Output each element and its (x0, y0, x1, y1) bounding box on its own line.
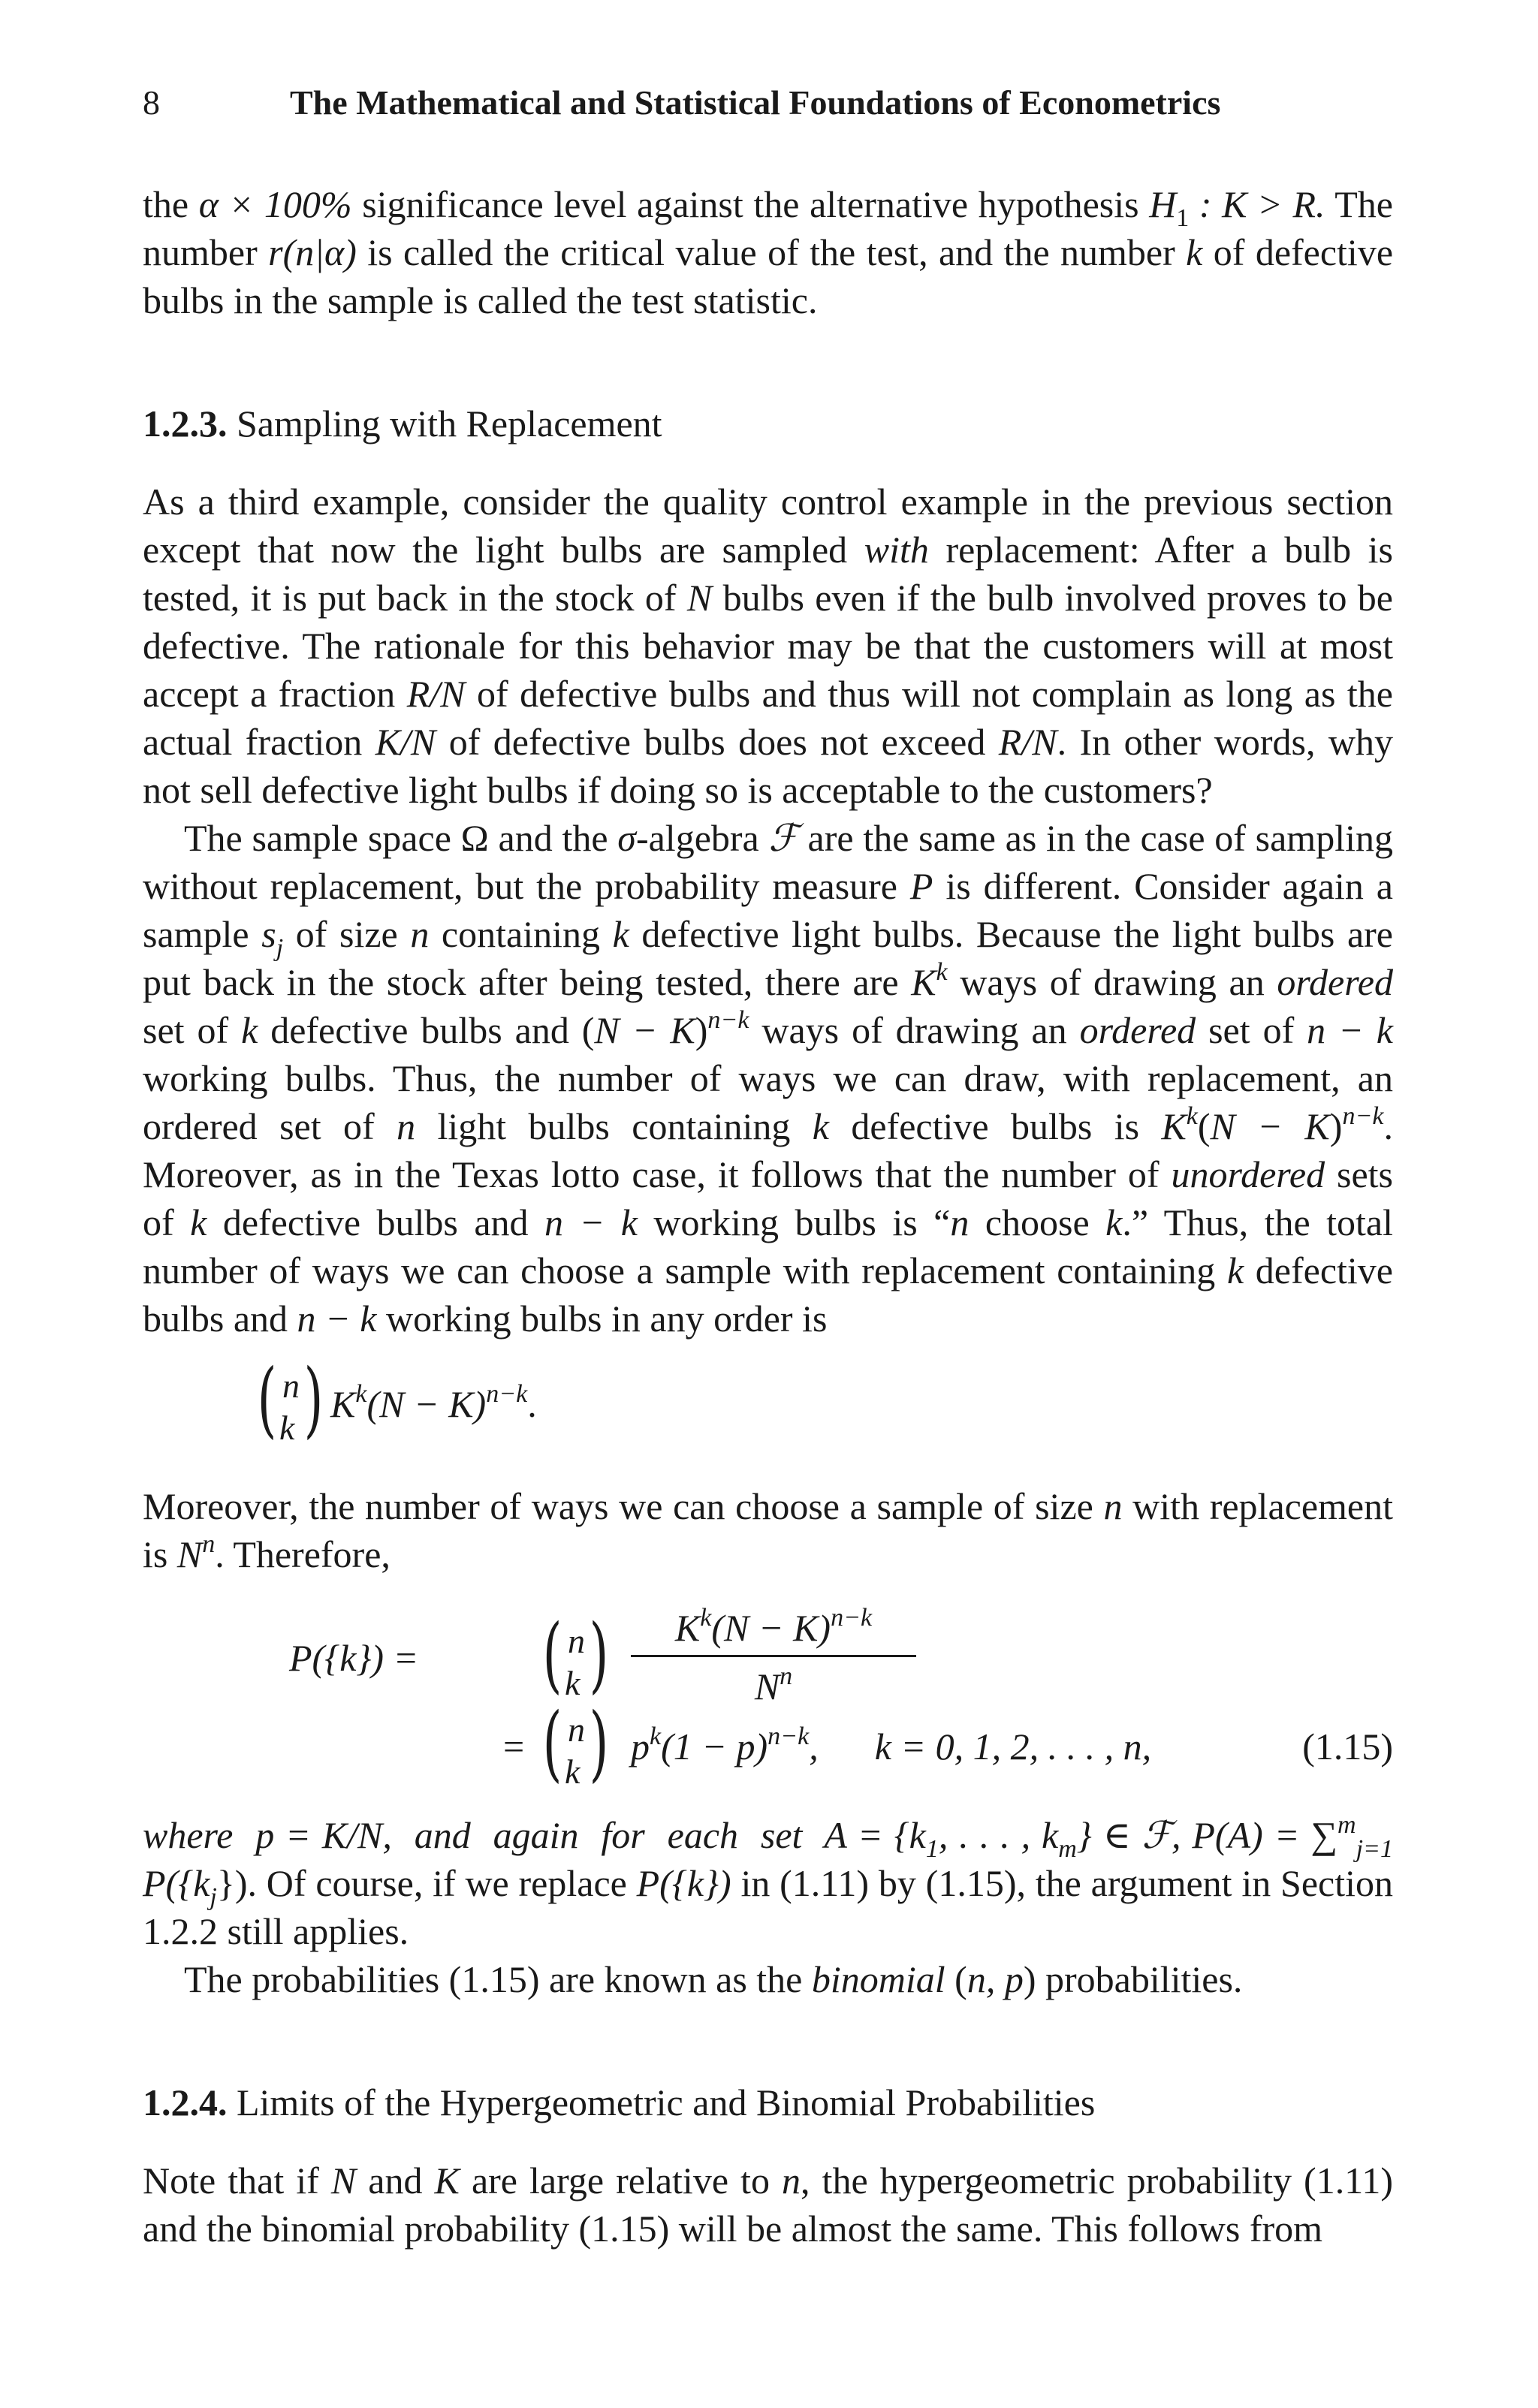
math: } ∈ ℱ, P(A) = (1076, 1814, 1300, 1856)
text: ( (945, 1958, 967, 2000)
math-sup: n−k (1342, 1102, 1384, 1130)
math: σ (617, 817, 636, 859)
text: The number (143, 183, 1393, 273)
text: defective light bulbs. Because the light bulbs are put back in the stock after being tested, there are (143, 913, 1393, 1003)
fraction-denominator (623, 1662, 924, 1710)
text: defective bulbs and (143, 1249, 1393, 1340)
text: defective bulbs and (207, 1201, 544, 1243)
binomial-coefficient (255, 1351, 324, 1452)
math: N (330, 2159, 357, 2202)
binom-top: n (568, 1710, 585, 1749)
text: are large relative to (459, 2159, 782, 2202)
math: n, p (967, 1958, 1024, 2000)
math: r(n|α) (268, 231, 357, 273)
equation-lhs: P({k}) = (289, 1637, 419, 1679)
paragraph (143, 1955, 1393, 2003)
text: with replacement is (143, 1485, 1393, 1575)
fraction-numerator (623, 1604, 924, 1652)
math-sub: 1 (925, 1835, 939, 1863)
equals-sign: = (503, 1725, 525, 1768)
math: P (909, 865, 933, 907)
text: Note that if (143, 2159, 331, 2202)
section-title: Sampling with Replacement (237, 402, 662, 445)
math: K (330, 1383, 356, 1425)
math: P({k (143, 1862, 210, 1904)
binomial-coefficient (541, 1695, 609, 1796)
math: (N − K) (711, 1607, 831, 1649)
text: light bulbs containing (415, 1105, 813, 1147)
emph: unordered (1171, 1153, 1325, 1195)
math: K/N (375, 721, 436, 763)
math-sup: n−k (767, 1722, 810, 1750)
math-sup: n−k (707, 1006, 749, 1034)
text: containing (429, 913, 613, 955)
text: . (527, 1383, 537, 1425)
paren-left: ( (257, 1351, 277, 1447)
binom-bottom: k (565, 1753, 581, 1791)
text: The sample space Ω and the (184, 817, 618, 859)
text: .” Thus, the total number of ways we can choose a sample with replacement containing (143, 1201, 1394, 1291)
text: ways of drawing an (947, 961, 1277, 1003)
math-sup: n−k (486, 1380, 528, 1408)
math-sup: n (202, 1530, 216, 1558)
binom-bottom: k (565, 1664, 581, 1702)
equation-number: (1.15) (1302, 1725, 1393, 1768)
math-sub: 1 (1176, 204, 1190, 232)
emph: binomial (811, 1958, 945, 2000)
math: n (782, 2159, 801, 2202)
math-sub: m (1058, 1835, 1077, 1863)
text: and (356, 2159, 435, 2202)
math: : K > R. (1189, 183, 1325, 225)
binomial-coefficient (541, 1606, 609, 1707)
text: The probabilities (1.15) are known as the (184, 1958, 812, 2000)
math: k (1105, 1201, 1123, 1243)
math: k (190, 1201, 207, 1243)
math: , k = 0, 1, 2, . . . , n, (809, 1725, 1152, 1768)
math: n − k (1307, 1009, 1393, 1051)
text: -algebra (635, 817, 769, 859)
page-number: 8 (143, 83, 160, 122)
math-sup: k (355, 1380, 367, 1408)
summation-sign: ∑ (1310, 1814, 1338, 1856)
page-body (143, 180, 1393, 2253)
math: K (434, 2159, 460, 2202)
math-sup: k (936, 958, 948, 986)
equation-rest (330, 1380, 537, 1428)
paren-left: ( (542, 1695, 562, 1791)
text: replacement: After a bulb is tested, it is put back in the stock of (143, 529, 1393, 619)
text: working bulbs. Thus, the number of ways we can draw, with replacement, an ordered set of (143, 1057, 1393, 1147)
text: of defective bulbs and thus will not complain as long as the actual fraction (143, 673, 1393, 763)
math-sub: j (210, 1883, 217, 1911)
math: (1 − p) (661, 1725, 768, 1768)
running-title: The Mathematical and Statistical Foundations of Econometrics (290, 83, 1221, 122)
paragraph (143, 1811, 1393, 1955)
math-sup: k (1186, 1102, 1198, 1130)
math: p (631, 1725, 650, 1768)
math: , . . . , k (938, 1814, 1059, 1856)
section-heading-1-2-3 (143, 399, 1393, 448)
math: n (1103, 1485, 1123, 1527)
text: ) (695, 1009, 708, 1051)
text: . Moreover, as in the Texas lotto case, it follows that the number of (143, 1105, 1393, 1195)
math: s (261, 913, 276, 955)
math: N − K (1210, 1105, 1330, 1147)
paragraph (143, 1482, 1393, 1578)
math-sub: j (276, 934, 284, 962)
page-header (143, 83, 1393, 135)
math: K (911, 961, 936, 1003)
math: k (1186, 231, 1203, 273)
text: working bulbs in any order is (376, 1297, 828, 1340)
text: }). Of course, if we replace (216, 1862, 637, 1904)
math-sup: k (700, 1604, 712, 1632)
math: R/N (998, 721, 1057, 763)
binom-top: n (282, 1367, 300, 1405)
fraction-line (631, 1655, 916, 1657)
paren-left: ( (542, 1606, 562, 1702)
paragraph (143, 814, 1393, 1343)
math: n − k (297, 1297, 377, 1340)
math: K (1161, 1105, 1187, 1147)
equation-count (143, 1351, 1393, 1467)
text: ) (1329, 1105, 1343, 1147)
equation-rhs (631, 1722, 1151, 1771)
math: α × 100% (198, 183, 352, 225)
section-number: 1.2.4. (143, 2081, 228, 2123)
math: R/N (406, 673, 466, 715)
math: k (1226, 1249, 1244, 1291)
text: sets of (143, 1153, 1394, 1243)
math: k (241, 1009, 258, 1051)
binom-bottom: k (279, 1409, 295, 1447)
emph: ordered (1079, 1009, 1196, 1051)
section-title: Limits of the Hypergeometric and Binomial Probabilities (237, 2081, 1096, 2123)
math: n (397, 1105, 416, 1147)
math: K (674, 1607, 701, 1649)
section-number: 1.2.3. (143, 402, 228, 445)
section-heading-1-2-4 (143, 2078, 1393, 2126)
equation-1-15 (143, 1593, 1393, 1804)
text: set of (1196, 1009, 1307, 1051)
math-sup: m (1337, 1811, 1356, 1839)
math-sub: j=1 (1356, 1835, 1393, 1863)
math: N (686, 577, 713, 619)
text: set of (143, 1009, 242, 1051)
math-sup: k (650, 1722, 662, 1750)
paren-right: ) (589, 1695, 609, 1791)
text: ( (1197, 1105, 1211, 1147)
text: , the hypergeometric probability (1.11) and the binomial probability (1.15) will be almost the same. This follows from (143, 2159, 1393, 2250)
paren-right: ) (589, 1606, 609, 1702)
math: k (612, 913, 629, 955)
math: N (176, 1533, 203, 1575)
math: H (1149, 183, 1177, 225)
text: significance level against the alternative hypothesis (351, 183, 1150, 225)
text: ) probabilities. (1023, 1958, 1243, 2000)
math: N (754, 1665, 780, 1707)
math: where p = K/N, and again for each set A = {k (143, 1814, 926, 1856)
paragraph (143, 478, 1393, 814)
emph: ordered (1277, 961, 1393, 1003)
text: bulbs even if the bulb involved proves to be defective. The rationale for this behavior may be that the customers will at most accept a fraction (143, 577, 1393, 715)
text: in (1.11) by (1.15), the argument in Section 1.2.2 still applies. (143, 1862, 1393, 1952)
text: is different. Consider again a sample (143, 865, 1393, 955)
text: is called the critical value of the test, and the number (356, 231, 1187, 273)
math: k (812, 1105, 829, 1147)
text: of defective bulbs in the sample is called the test statistic. (143, 231, 1394, 321)
text: . Therefore, (215, 1533, 391, 1575)
text: of size (283, 913, 411, 955)
math: n (410, 913, 430, 955)
text: of defective bulbs does not exceed (436, 721, 999, 763)
math-sup: n−k (831, 1604, 873, 1632)
text: choose (969, 1201, 1106, 1243)
math: n − k (544, 1201, 638, 1243)
text: defective bulbs is (828, 1105, 1162, 1147)
intro-paragraph (143, 180, 1393, 324)
math: n (950, 1201, 970, 1243)
paren-right: ) (303, 1351, 324, 1447)
text: defective bulbs and ( (258, 1009, 595, 1051)
text: the (143, 183, 199, 225)
binom-top: n (568, 1622, 585, 1660)
math: N − K (594, 1009, 695, 1051)
text: ways of drawing an (749, 1009, 1080, 1051)
text: . In other words, why not sell defective light bulbs if doing so is acceptable to the customers? (143, 721, 1393, 811)
math: ℱ (768, 817, 798, 859)
math-sup: n (780, 1662, 793, 1690)
text: are the same as in the case of sampling without replacement, but the probability measure (143, 817, 1393, 907)
math: (N − K) (366, 1383, 487, 1425)
text: working bulbs is “ (637, 1201, 951, 1243)
emph: with (864, 529, 929, 571)
text: As a third example, consider the quality control example in the previous section except that now the light bulbs are sampled (143, 481, 1393, 571)
paragraph (143, 2156, 1393, 2253)
math: P({k}) (636, 1862, 731, 1904)
text: Moreover, the number of ways we can choose a sample of size (143, 1485, 1104, 1527)
